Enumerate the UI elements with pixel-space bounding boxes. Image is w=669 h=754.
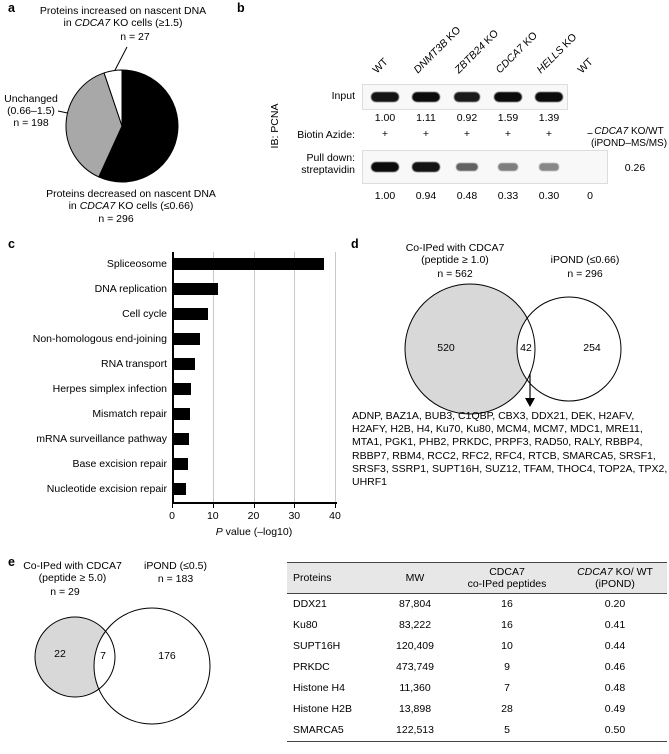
x-axis-title-rest: value (–log10) [222,526,293,538]
biotin-sign: + [422,128,430,140]
header-peptides-line1: CDCA7 [489,566,525,578]
bar [173,333,200,345]
panel-a-label: a [8,1,15,15]
header-proteins: Proteins [287,563,379,594]
pulldown-value: 0.94 [415,190,437,202]
table-row [287,657,667,678]
bar-chart [0,250,345,550]
blot-band [535,92,563,102]
header-ratio [563,563,667,594]
pulldown-label-line1: Pull down: [306,152,355,164]
input-value: 0.92 [456,112,478,124]
blot-band [494,92,522,102]
bar-label: Nucleotide excision repair [46,483,167,495]
pulldown-value: 0.48 [456,190,478,202]
lane-gene-roman: WT [575,55,596,76]
lane-gene-italic: HELLS [534,43,567,76]
decreased-line1: Proteins decreased on nascent DNA [46,188,216,200]
gene-cdca7: CDCA7 [79,200,116,212]
bar [173,458,188,470]
blot-band [371,162,399,172]
blot-band [456,163,478,171]
bar-label: Herpes simplex infection [52,383,167,395]
venn-e-left-title-line1: Co-IPed with CDCA7 [23,560,122,572]
venn-e-left-count: 22 [54,648,66,660]
lane-label [371,56,391,76]
bar-label: Base excision repair [72,458,167,470]
increased-pre: in [63,17,75,29]
input-label: Input [331,90,355,102]
biotin-sign: + [545,128,553,140]
gene-cdca7: CDCA7 [74,17,111,29]
input-value: 1.11 [416,112,436,124]
x-axis [172,502,337,504]
down-arrow [521,374,539,408]
table-cell: 87,804 [398,598,432,610]
venn-d-right-count: 254 [583,342,601,354]
bar-label: RNA transport [101,358,167,370]
lane-gene-roman: KO [442,24,464,46]
input-value: 1.00 [374,112,396,124]
table-cell: 0.44 [604,640,626,652]
table-cell: 11,360 [399,682,431,694]
increased-post: KO cells (≥1.5) [110,17,183,29]
table-cell: 0.50 [604,724,626,736]
lane-gene-roman: KO [558,31,580,53]
x-tick [335,504,336,508]
y-axis [172,252,174,503]
panel-c-label: c [8,237,15,251]
blot-band [498,163,518,170]
unchanged-range: (0.66–1.5) [7,105,55,117]
decreased-n: n = 296 [98,213,134,225]
header-coiped-peptides [451,563,563,594]
protein-table-body [287,594,667,742]
biotin-sign: + [381,128,389,140]
table-cell: Ku80 [293,619,318,631]
bar-label: Mismatch repair [92,408,167,420]
venn-d-right-n: n = 296 [567,268,603,280]
lane-gene-italic: CDCA7 [493,42,528,76]
pulldown-value: 0.30 [538,190,560,202]
table-row [287,678,667,699]
header-row [287,563,667,594]
table-cell: 0.41 [604,619,626,631]
venn-d-left-title-line1: Co-IPed with CDCA7 [405,242,505,254]
ratio-value: 0.26 [624,162,646,174]
bar-label: Non-homologous end-joining [32,333,167,345]
ratio-label-rest: KO/WT [628,126,664,137]
panel-d-label: d [351,237,359,251]
table-cell: SMARCA5 [293,724,344,736]
bar-label: Cell cycle [122,308,167,320]
x-axis-title [172,526,336,538]
venn-d-left-n: n = 562 [437,268,473,280]
table-cell: 28 [501,703,513,715]
table-cell: 16 [501,619,513,631]
lane-label [576,56,596,76]
x-tick-label: 10 [206,510,219,522]
bar-label: Spliceosome [106,258,167,270]
venn-e-left-n: n = 29 [50,586,80,598]
table-row [287,594,667,616]
gene-cdca7: CDCA7 [577,566,613,578]
lane-label [535,31,580,76]
ib-pcna-label: IB: PCNA [269,103,281,149]
x-tick [254,504,255,508]
biotin-azide-label: Biotin Azide: [297,129,355,141]
arrow-head [525,398,535,407]
pie-chart [64,68,180,184]
panel-b-label: b [237,1,245,15]
header-ratio-line1 [565,566,665,578]
pulldown-value: 0 [587,190,593,202]
venn-e-right-n: n = 183 [157,573,194,585]
x-tick-label: 0 [169,510,175,522]
venn-e-right-circle [94,608,210,724]
x-tick [294,504,295,508]
table-cell: Histone H4 [293,682,345,694]
table-cell: PRKDC [293,661,330,673]
venn-d-right-title: iPOND (≤0.66) [550,254,620,266]
x-tick [172,504,173,508]
table-row [287,636,667,657]
bar [173,308,208,320]
protein-table-header [287,563,667,594]
table-cell: Histone H2B [293,703,352,715]
biotin-sign: − [586,128,594,140]
table-cell: 10 [501,640,513,652]
venn-e-overlap-count: 7 [100,650,106,662]
gridline [254,252,255,502]
table-cell: 0.46 [604,661,626,673]
x-tick-label: 40 [329,510,341,522]
table-cell: 473,749 [396,661,434,673]
header-mw: MW [379,563,451,594]
gene-list: ADNP, BAZ1A, BUB3, C1QBP, CBX3, DDX21, DEK, H2AFV, H2AFY, H2B, H4, Ku70, Ku80, MCM4, MCM7, MDC1, MRE11, MTA1, PGK1, PHB2, PRKDC, PRPF3, RAD50, RALY, RBBP4, RBBP7, RBM4, RCC2, RFC2, RFC4, RTCB, SMARCA5, SRSF1, SRSF3, SSRP1, SUPT16H, SUZ12, TFAM, THOC4, TOP2A, TPX2, UHRF1 [352,410,668,489]
table-cell: 0.20 [604,598,626,610]
header-peptides-line2: co-IPed peptides [467,578,547,590]
table-cell: 16 [501,598,513,610]
table-cell: 9 [504,661,510,673]
table-cell: 0.48 [604,682,626,694]
venn-e-right-title: iPOND (≤0.5) [144,560,207,572]
table-cell: 122,513 [396,724,434,736]
pulldown-label-line2: streptavidin [301,164,355,176]
x-tick [213,504,214,508]
x-tick-label: 20 [247,510,260,522]
table-row [287,615,667,636]
increased-n: n = 27 [120,31,150,43]
pulldown-value: 1.00 [374,190,396,202]
header-ratio-line2: (iPOND) [595,578,635,590]
gridline [294,252,295,502]
table-cell: 120,409 [396,640,434,652]
decreased-pre: in [68,200,80,212]
unchanged-n: n = 198 [13,117,49,129]
bar-label: mRNA surveillance pathway [36,433,167,445]
lane-gene-italic: DNMT3B [411,36,451,76]
ratio-label-line2: (iPOND–MS/MS) [590,138,668,149]
biotin-sign: + [504,128,512,140]
bar [173,383,191,395]
bar [173,433,189,445]
bar [173,483,186,495]
table-cell: 0.49 [604,703,626,715]
gridline [335,252,336,502]
increased-title-line1: Proteins increased on nascent DNA [39,5,207,17]
lane-gene-roman: KO [518,29,540,51]
table-cell: 7 [504,682,510,694]
input-value: 1.59 [497,112,519,124]
table-cell: 83,222 [398,619,432,631]
venn-e-left-title-line2: (peptide ≥ 5.0) [38,572,107,584]
venn-e-diagram [18,600,218,730]
venn-e-right-count: 176 [158,650,176,662]
blot-band [412,162,439,172]
pulldown-value: 0.33 [497,190,519,202]
venn-d-left-count: 520 [437,342,455,354]
lane-gene-roman: KO [479,27,502,49]
lane-gene-roman: WT [370,55,391,76]
bar [173,408,190,420]
blot-band [539,163,559,170]
input-value: 1.39 [538,112,560,124]
bar-label: DNA replication [94,283,167,295]
table-cell: 13,898 [398,703,432,715]
venn-d-overlap-count: 42 [520,342,532,354]
blot-band [454,92,481,102]
bar [173,258,324,270]
gene-cdca7: CDCA7 [594,126,629,137]
blot-band [412,92,440,102]
bar [173,358,195,370]
unchanged-label: Unchanged [4,93,58,105]
x-axis-title-italic: P [215,526,223,538]
x-tick-label: 30 [288,510,301,522]
decreased-line2 [25,200,237,212]
bar [173,283,218,295]
blot-band [371,92,398,102]
decreased-post: KO cells (≤0.66) [115,200,194,212]
table-row [287,720,667,742]
header-ratio-rest: KO/ WT [612,566,653,578]
table-row [287,699,667,720]
lane-gene-italic: ZBTB24 [452,40,489,76]
venn-d-left-title-line2: (peptide ≥ 1.0) [421,254,489,266]
table-cell: DDX21 [293,598,327,610]
table-cell: SUPT16H [293,640,341,652]
protein-table [287,562,667,742]
biotin-sign: + [463,128,471,140]
panel-e-label: e [8,555,15,569]
table-cell: 5 [504,724,510,736]
